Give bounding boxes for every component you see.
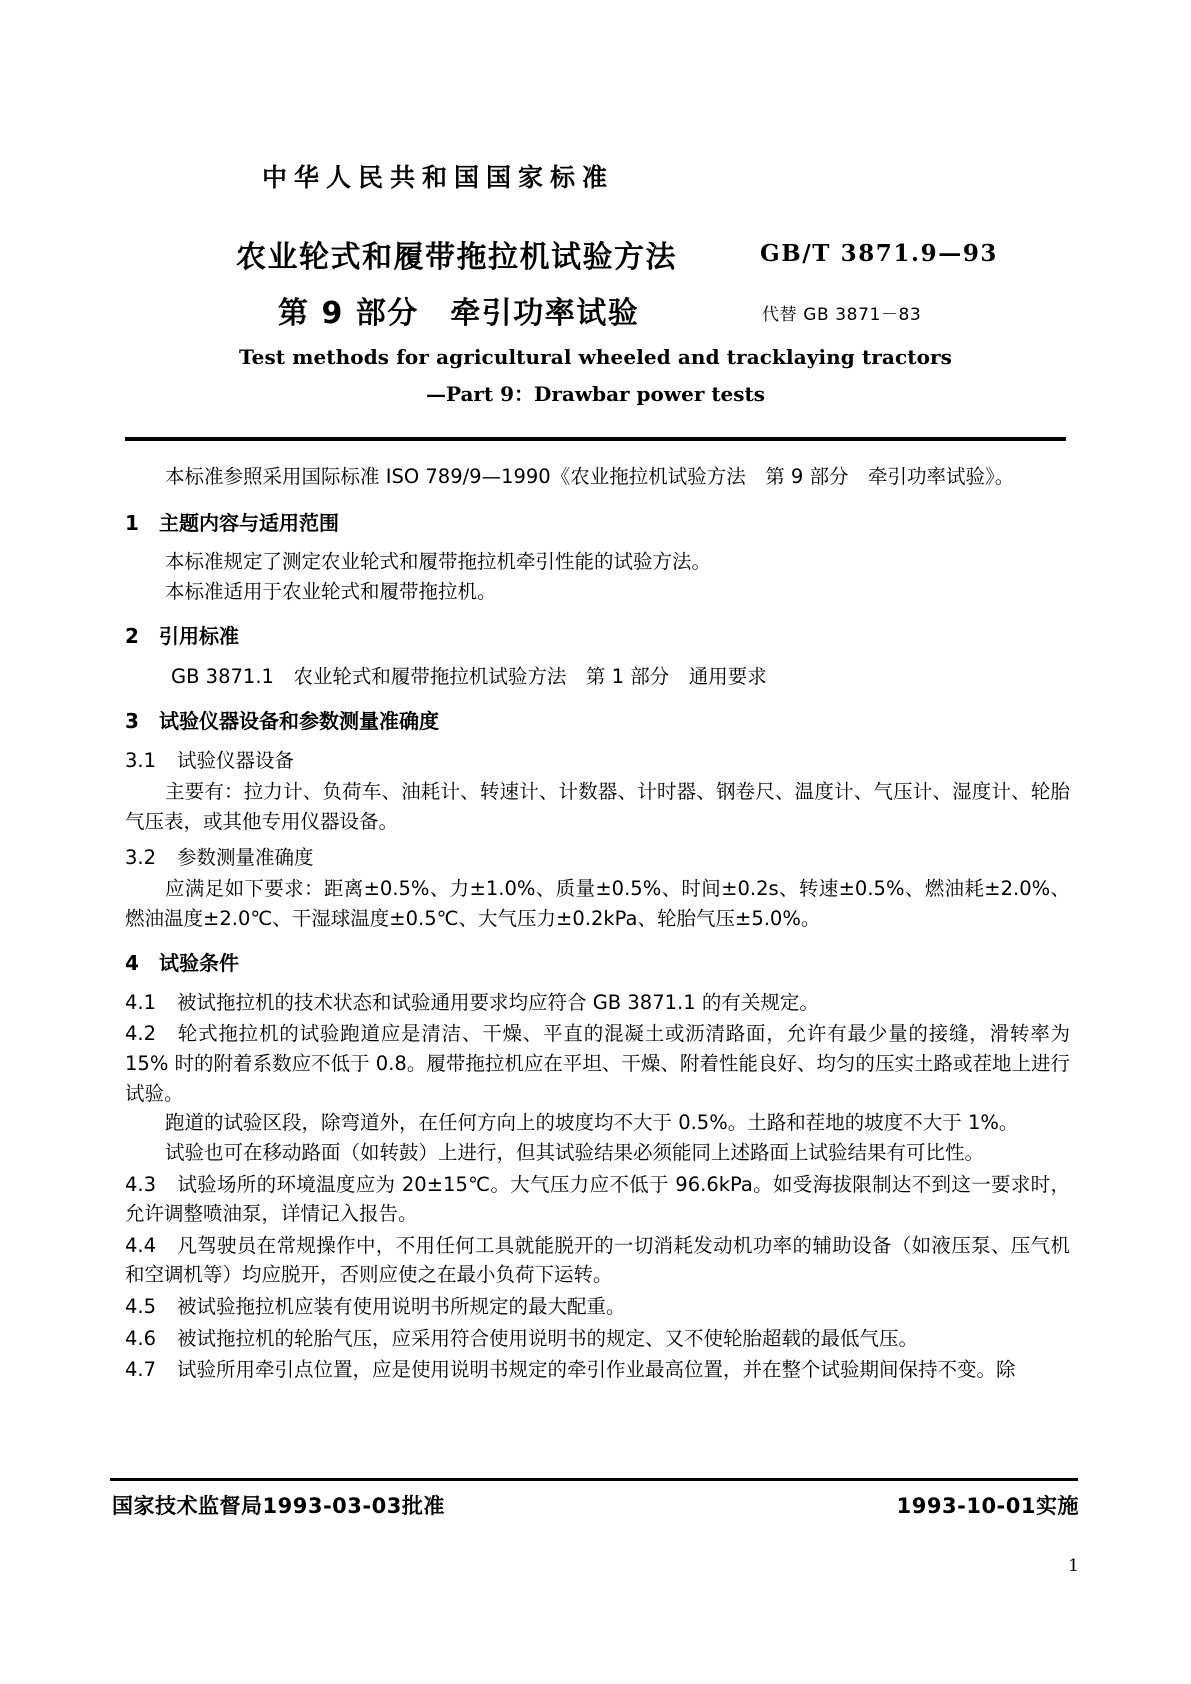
section-number-2: 2: [125, 624, 139, 649]
document-body: [125, 462, 1070, 1385]
clause-4-5: [125, 1292, 1070, 1322]
subsection-heading-3-1: [125, 746, 1070, 776]
section-title-4: 试验条件: [159, 951, 239, 976]
subsection-heading-3-2: [125, 843, 1070, 873]
section-title-2: 引用标准: [159, 624, 239, 649]
document-title-english-line2: —Part 9：Drawbar power tests: [425, 382, 766, 406]
clause-text-4-6: 被试拖拉机的轮胎气压，应采用符合使用说明书的规定、又不使轮胎超载的最低气压。: [177, 1326, 919, 1350]
subsection-3-1-body: 主要有：拉力计、负荷车、油耗计、转速计、计数器、计时器、钢卷尺、温度计、气压计、湿度计、轮胎气压表，或其他专用仪器设备。: [125, 780, 1070, 833]
subsection-number-3-1: 3.1: [125, 748, 157, 772]
section-heading-2: [125, 621, 1070, 651]
clause-text-4-7: 试验所用牵引点位置，应是使用说明书规定的牵引作业最高位置，并在整个试验期间保持不变。除: [177, 1358, 1016, 1382]
footer-divider-rule: [110, 1478, 1078, 1481]
clause-4-2: [125, 1019, 1070, 1108]
clause-4-2-continuation-1: 跑道的试验区段，除弯道外，在任何方向上的坡度均不大于 0.5%。土路和茬地的坡度不大于 1%。: [165, 1111, 1019, 1135]
section-title-3: 试验仪器设备和参数测量准确度: [159, 709, 439, 734]
section-title-1: 主题内容与适用范围: [159, 510, 339, 535]
header-divider-rule: [125, 437, 1066, 441]
clause-4-1: [125, 988, 1070, 1018]
section-heading-4: [125, 948, 1070, 978]
subsection-title-3-2: 参数测量准确度: [177, 845, 314, 869]
clause-number-4-4: 4.4: [125, 1233, 157, 1257]
section-number-4: 4: [125, 951, 139, 976]
document-title-chinese-line2: 第 9 部分 牵引功率试验: [278, 296, 640, 331]
clause-text-4-5: 被试验拖拉机应装有使用说明书所规定的最大配重。: [177, 1295, 626, 1319]
document-title-english-line1: Test methods for agricultural wheeled and tracklaying tractors: [238, 345, 953, 369]
section-1-paragraph-1: 本标准规定了测定农业轮式和履带拖拉机牵引性能的试验方法。: [165, 550, 712, 574]
clause-4-2-continuation-2: 试验也可在移动路面（如转鼓）上进行，但其试验结果必须能同上述路面上试验结果有可比性。: [165, 1140, 985, 1164]
section-number-1: 1: [125, 510, 139, 535]
clause-4-4: [125, 1231, 1070, 1290]
section-1-paragraph-2: 本标准适用于农业轮式和履带拖拉机。: [165, 579, 497, 603]
clause-4-3: [125, 1170, 1070, 1229]
clause-number-4-7: 4.7: [125, 1358, 157, 1382]
clause-number-4-1: 4.1: [125, 990, 157, 1014]
section-number-3: 3: [125, 709, 139, 734]
subsection-3-2-body: 应满足如下要求：距离±0.5%、力±1.0%、质量±0.5%、时间±0.2s、转速±0.5%、燃油耗±2.0%、燃油温度±2.0℃、干湿球温度±0.5℃、大气压力±0.2kPa、轮胎气压±5.0%。: [125, 877, 1070, 930]
referenced-standard: GB 3871.1 农业轮式和履带拖拉机试验方法 第 1 部分 通用要求: [171, 664, 767, 688]
standard-replaces-note: 代替 GB 3871－83: [762, 305, 922, 325]
clause-number-4-5: 4.5: [125, 1295, 157, 1319]
standard-number: GB/T 3871.9—93: [760, 240, 999, 267]
clause-4-6: [125, 1324, 1070, 1354]
clause-4-7: [125, 1355, 1070, 1385]
clause-text-4-3: 试验场所的环境温度应为 20±15℃。大气压力应不低于 96.6kPa。如受海拔限制达不到这一要求时，允许调整喷油泵，详情记入报告。: [125, 1172, 1070, 1226]
subsection-number-3-2: 3.2: [125, 845, 157, 869]
page-number: 1: [1068, 1556, 1079, 1576]
clause-text-4-2: 轮式拖拉机的试验跑道应是清洁、干燥、平直的混凝土或沥清路面，允许有最少量的接缝，滑转率为 15% 时的附着系数应不低于 0.8。履带拖拉机应在平坦、干燥、附着性能良好、均匀的压实土路或茬地上进行试验。: [125, 1022, 1070, 1105]
document-title-chinese-line1: 农业轮式和履带拖拉机试验方法: [236, 240, 677, 275]
clause-number-4-3: 4.3: [125, 1172, 157, 1196]
clause-text-4-1: 被试拖拉机的技术状态和试验通用要求均应符合 GB 3871.1 的有关规定。: [177, 990, 819, 1014]
clause-number-4-6: 4.6: [125, 1326, 157, 1350]
clause-text-4-4: 凡驾驶员在常规操作中，不用任何工具就能脱开的一切消耗发动机功率的辅助设备（如液压泵、压气机和空调机等）均应脱开，否则应使之在最小负荷下运转。: [125, 1233, 1070, 1287]
footer-implementation-text: 1993-10-01实施: [896, 1494, 1079, 1518]
subsection-title-3-1: 试验仪器设备: [177, 748, 295, 772]
national-standard-label: 中华人民共和国国家标准: [262, 163, 615, 192]
section-heading-1: [125, 508, 1070, 538]
section-heading-3: [125, 706, 1070, 736]
clause-number-4-2: 4.2: [125, 1022, 157, 1046]
intro-paragraph: 本标准参照采用国际标准 ISO 789/9—1990《农业拖拉机试验方法 第 9 部分 牵引功率试验》。: [165, 465, 1015, 488]
footer-approval-text: 国家技术监督局1993-03-03批准: [112, 1494, 445, 1518]
